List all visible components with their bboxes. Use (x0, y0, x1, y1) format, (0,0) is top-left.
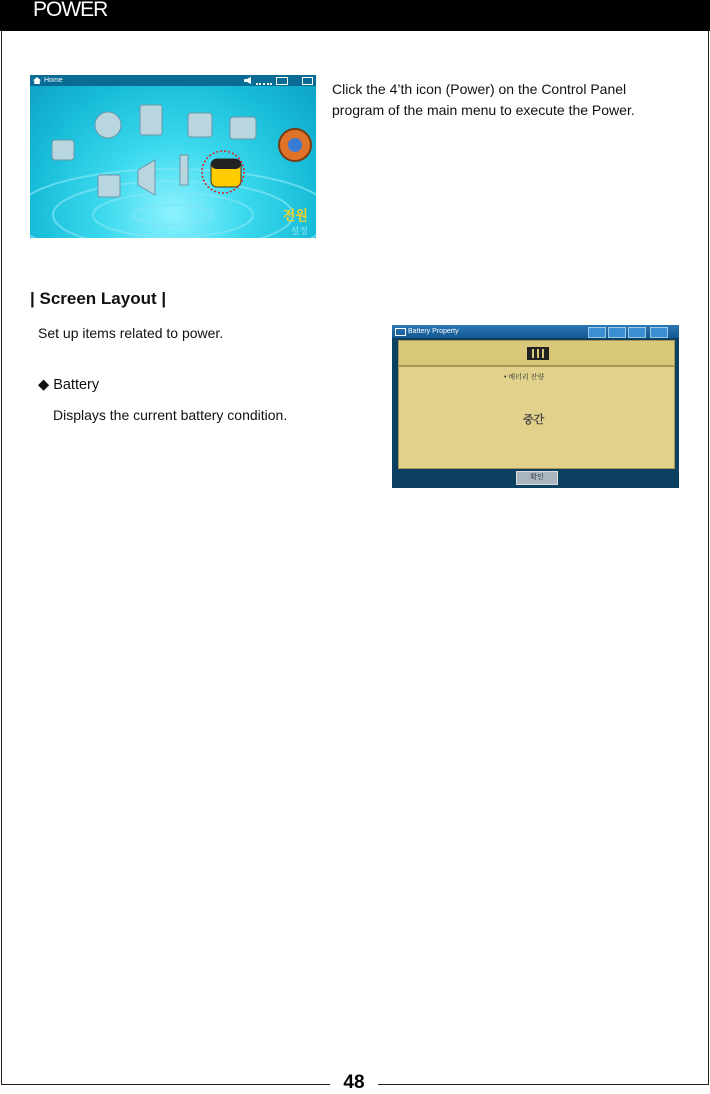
power-label: 전원 (282, 208, 308, 223)
section-description: Set up items related to power. (38, 325, 224, 341)
main-menu-screenshot (30, 75, 316, 238)
window-title-bar (392, 325, 679, 338)
battery-level-icon (527, 347, 549, 360)
battery-heading (38, 377, 99, 393)
battery-window-icon (395, 328, 406, 336)
page-header (0, 0, 710, 31)
battery-property-screenshot (392, 325, 679, 488)
battery-description: Displays the current battery condition. (53, 407, 288, 423)
power-icon (202, 151, 244, 193)
page-title: POWER (33, 0, 108, 21)
page-number: 48 (343, 1072, 365, 1093)
battery-remaining-value: 중간 (523, 414, 545, 426)
close-icon (650, 327, 668, 338)
diamond-bullet-icon: ◆ (38, 377, 50, 393)
intro-text: Click the 4’th icon (Power) on the Control Panel program of the main menu to execute the Power. (332, 81, 635, 118)
settings-label: 설정 (290, 226, 308, 236)
section-heading: | Screen Layout | (30, 289, 167, 308)
maximize-icon (628, 327, 646, 338)
menu-icons-illustration (30, 75, 316, 238)
home-label: Home (44, 77, 63, 84)
battery-remaining-label: • 배터리 잔량 (504, 374, 545, 381)
keyboard-icon (588, 327, 606, 338)
battery-level-panel (398, 340, 675, 366)
ok-button: 확인 (516, 471, 558, 485)
window-title: Battery Property (408, 328, 459, 335)
battery-title: Battery (53, 377, 100, 393)
minimize-icon (608, 327, 626, 338)
